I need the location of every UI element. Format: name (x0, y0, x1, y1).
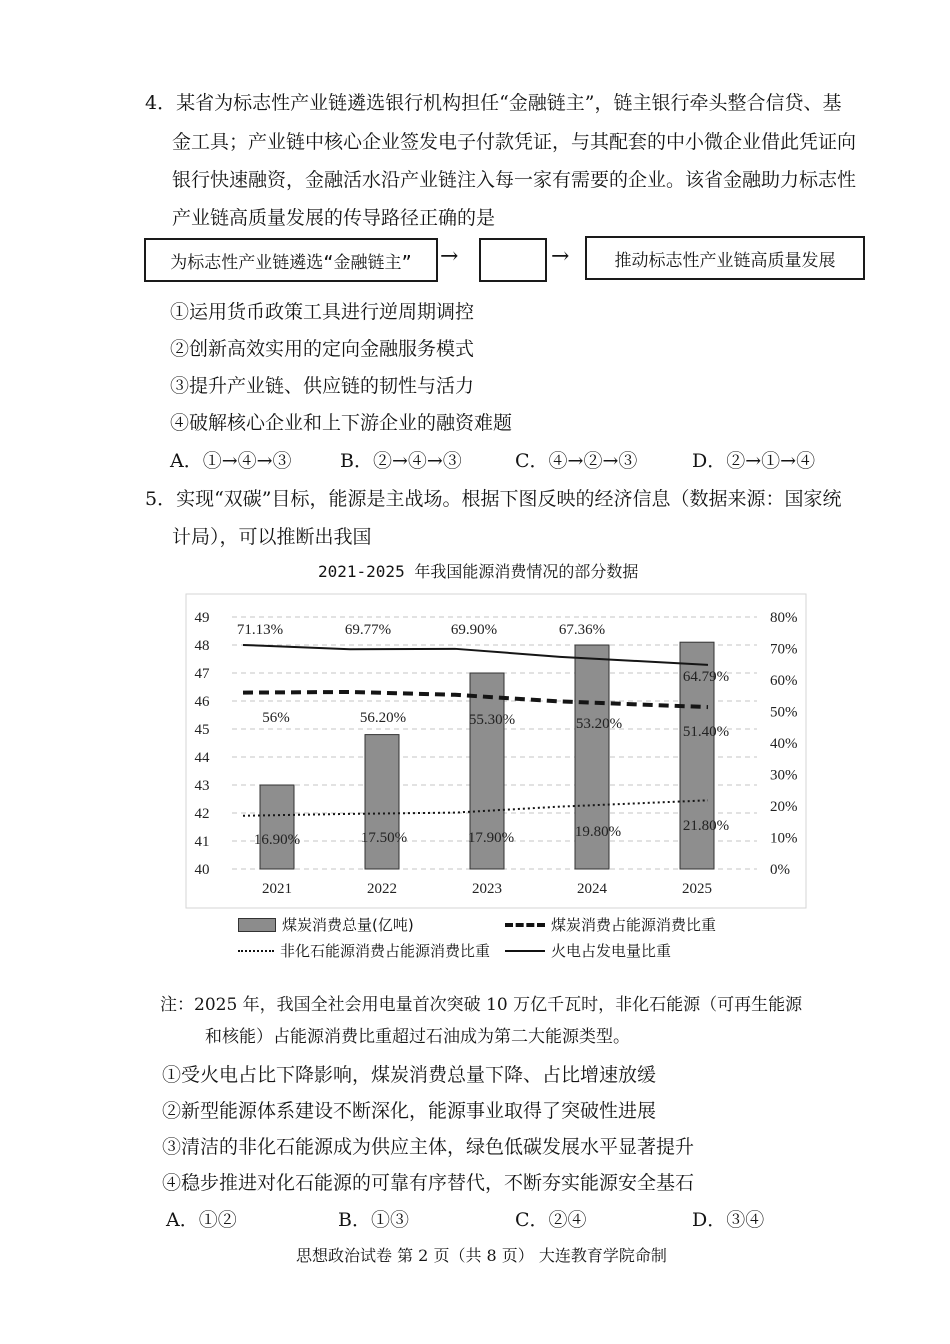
q4-stem-line-1: 4．某省为标志性产业链遴选银行机构担任“金融链主”，链主银行牵头整合信贷、基 (145, 92, 842, 114)
q4-option-a[interactable]: A．①→④→③ (170, 450, 292, 472)
x-tick-label: 2021 (262, 881, 292, 897)
legend-item-thermal (505, 940, 671, 961)
coal-consumption-bar (260, 785, 294, 869)
flow-box-start: 为标志性产业链遴选“金融链主” (144, 238, 438, 282)
q5-stem-line-1: 5．实现“双碳”目标，能源是主战场。根据下图反映的经济信息（数据来源：国家统 (145, 488, 842, 510)
x-tick-label: 2024 (577, 881, 607, 897)
nonfossil-data-label: 21.80% (682, 818, 730, 834)
thermal-data-label: 64.79% (682, 669, 730, 685)
legend-label-thermal: 火电占发电量比重 (551, 942, 672, 960)
q5-stem-line-2: 计局），可以推断出我国 (172, 526, 372, 548)
legend-item-bars (238, 914, 414, 935)
left-tick-label: 43 (194, 778, 210, 794)
left-tick-label: 41 (194, 834, 210, 850)
q4-option-b[interactable]: B．②→④→③ (340, 450, 462, 472)
left-tick-label: 48 (194, 638, 210, 654)
nonfossil-data-label: 19.80% (574, 824, 622, 840)
q4-option-c[interactable]: C．④→②→③ (515, 450, 638, 472)
coal-share-data-label: 56% (262, 710, 290, 726)
note-line-2: 和核能）占能源消费比重超过石油成为第二大能源类型。 (205, 1027, 630, 1047)
q5-item-1: ①受火电占比下降影响，煤炭消费总量下降、占比增速放缓 (162, 1064, 657, 1086)
right-tick-label: 10% (770, 830, 798, 847)
q4-stem-line-3: 银行快速融资，金融活水沿产业链注入每一家有需要的企业。该省金融助力标志性 (172, 169, 857, 191)
q5-item-3: ③清洁的非化石能源成为供应主体，绿色低碳发展水平显著提升 (162, 1136, 695, 1158)
coal-share-data-label: 53.20% (575, 716, 623, 732)
legend-swatch-solid (505, 950, 545, 952)
right-tick-label: 80% (770, 610, 798, 626)
q4-stem-line-2: 金工具；产业链中核心企业签发电子付款凭证，与其配套的中小微企业借此凭证向 (172, 131, 857, 153)
right-tick-label: 50% (770, 704, 798, 721)
legend-swatch-dotted (238, 950, 274, 952)
right-tick-label: 30% (770, 767, 798, 784)
thermal-data-label: 69.77% (344, 622, 392, 638)
legend-label-coal-share: 煤炭消费占能源消费比重 (551, 916, 717, 934)
left-tick-label: 44 (194, 750, 210, 766)
x-tick-label: 2025 (682, 881, 712, 897)
q4-option-d[interactable]: D．②→①→④ (692, 450, 816, 472)
q5-option-d[interactable]: D．③④ (692, 1209, 765, 1231)
x-tick-label: 2023 (472, 881, 502, 897)
right-tick-label: 70% (770, 641, 798, 658)
q4-item-1: ①运用货币政策工具进行逆周期调控 (170, 301, 475, 323)
q5-item-2: ②新型能源体系建设不断深化，能源事业取得了突破性进展 (162, 1100, 657, 1122)
q5-option-b[interactable]: B．①③ (338, 1209, 409, 1231)
left-tick-label: 42 (194, 806, 210, 822)
nonfossil-data-label: 17.50% (360, 830, 408, 846)
q4-item-4: ④破解核心企业和上下游企业的融资难题 (170, 412, 513, 434)
legend-label-bar: 煤炭消费总量(亿吨) (282, 916, 414, 934)
coal-share-data-label: 55.30% (468, 712, 516, 728)
nonfossil-data-label: 17.90% (467, 830, 515, 846)
coal-share-data-label: 51.40% (682, 724, 730, 740)
legend-swatch-dashed (505, 923, 545, 927)
chart-title: 2021-2025 年我国能源消费情况的部分数据 (318, 562, 639, 581)
thermal-data-label: 69.90% (450, 622, 498, 638)
legend-swatch-bar (238, 918, 276, 932)
legend-label-nonfossil: 非化石能源消费占能源消费比重 (280, 942, 491, 960)
left-tick-label: 45 (194, 722, 210, 738)
thermal-data-label: 67.36% (558, 622, 606, 638)
page-footer: 思想政治试卷 第 2 页（共 8 页） 大连教育学院命制 (296, 1246, 667, 1265)
right-tick-label: 60% (770, 673, 798, 689)
q5-item-4: ④稳步推进对化石能源的可靠有序替代，不断夯实能源安全基石 (162, 1172, 695, 1194)
legend-item-coal-share (505, 914, 716, 935)
q5-option-c[interactable]: C．②④ (515, 1209, 587, 1231)
q5-option-a[interactable]: A．①② (166, 1209, 237, 1231)
flow-box-end: 推动标志性产业链高质量发展 (585, 236, 865, 280)
legend-item-nonfossil (238, 940, 490, 961)
thermal-data-label: 71.13% (236, 622, 284, 638)
x-tick-label: 2022 (367, 881, 397, 897)
note-line-1: 注：2025 年，我国全社会用电量首次突破 10 万亿千瓦时，非化石能源（可再生能源 (160, 995, 803, 1015)
coal-share-data-label: 56.20% (359, 710, 407, 726)
q4-item-3: ③提升产业链、供应链的韧性与活力 (170, 375, 475, 397)
flow-arrow-1: → (440, 244, 459, 269)
left-tick-label: 46 (194, 694, 210, 710)
left-tick-label: 47 (194, 666, 210, 682)
q4-item-2: ②创新高效实用的定向金融服务模式 (170, 338, 475, 360)
right-tick-label: 0% (770, 862, 790, 878)
left-tick-label: 40 (194, 862, 210, 878)
series-line-solid (243, 645, 708, 665)
flow-arrow-2: → (551, 244, 570, 269)
left-tick-label: 49 (194, 610, 210, 626)
q4-stem-line-4: 产业链高质量发展的传导路径正确的是 (172, 207, 496, 229)
nonfossil-data-label: 16.90% (253, 832, 301, 848)
coal-consumption-bar (365, 735, 399, 869)
right-tick-label: 20% (770, 799, 798, 815)
right-tick-label: 40% (770, 736, 798, 752)
